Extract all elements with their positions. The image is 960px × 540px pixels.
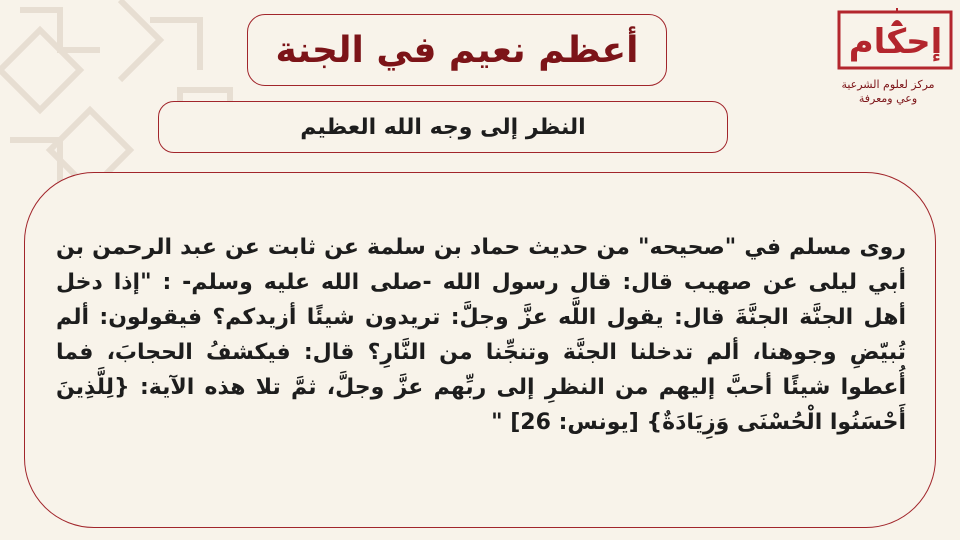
logo-tagline	[823, 78, 953, 106]
page-title: أعظم نعيم في الجنة	[275, 29, 639, 71]
page-subtitle: النظر إلى وجه الله العظيم	[300, 114, 586, 140]
logo-tagline-line2: وعي ومعرفة	[858, 92, 918, 105]
hadith-text: روى مسلم في "صحيحه" من حديث حماد بن سلمة عن ثابت عن عبد الرحمن بن أبي ليلى عن صهيب قال: قال رسول الله -صلى الله عليه وسلم- : "إذا دخل أهل الجنَّة الجنَّةَ قال: يقول اللَّه عزَّ وجلَّ: تريدون شيئًا أزيدكم؟ فيقولون: ألم تُبيّضِ وجوهنا، ألم تدخلنا الجنَّة وتنجِّنا من النَّارِ؟ قال: فيكشفُ الحجابَ، فما أُعطوا شيئًا أحبَّ إليهم من النظرِ إلى ربِّهم عزَّ وجلَّ، ثمَّ تلا هذه الآية: {لِلَّذِينَ أَحْسَنُوا الْحُسْنَى وَزِيَادَةٌ} [يونس: 26] "	[56, 235, 906, 435]
logo-wordmark: إحكام	[848, 22, 943, 62]
logo-tagline-line1: مركز لعلوم الشرعية	[841, 78, 935, 91]
decorative-pattern	[0, 0, 260, 200]
title-frame	[247, 14, 667, 86]
subtitle-frame	[158, 101, 728, 153]
